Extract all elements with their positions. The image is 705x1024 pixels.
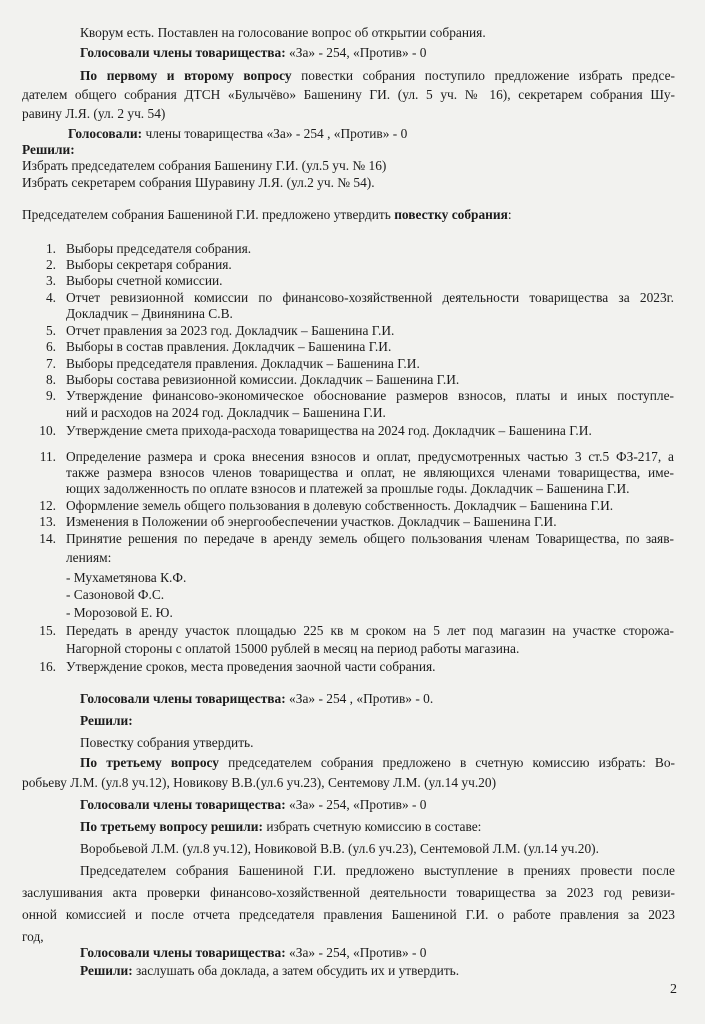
paragraph-last-line-3: онной комиссией и после отчета председателя правления Башениной Г.И. о работе правления за 2023	[22, 907, 675, 922]
agenda-item-line: Выборы в состав правления. Докладчик – Башенина Г.И.	[66, 339, 392, 354]
agenda-item-number: 7.	[45, 356, 56, 371]
agenda-item-line: Утверждение финансово-экономическое обоснование размеров взносов, платы и иных поступле-	[66, 388, 674, 403]
vote-line-2	[68, 125, 407, 142]
agenda-item-line: Отчет правления за 2023 год. Докладчик – Башенина Г.И.	[66, 323, 395, 338]
vote-label: Голосовали члены товарищества:	[80, 45, 286, 60]
agenda-item-line: Передать в аренду участок площадью 225 кв м сроком на 5 лет под магазин на участке сторожа-	[66, 623, 674, 638]
agenda-item-number: 16.	[39, 659, 56, 674]
page-number: 2	[670, 982, 677, 997]
agenda-item-line: ющих задолженность по оплате взносов и платежей за прошлые годы. Докладчик – Башенина Г.И.	[66, 481, 630, 496]
agenda-item-line: также размера взносов членов товарищества и оплат, не являющихся членами товарищества, име-	[66, 465, 674, 480]
vote-result: «За» - 254, «Против» - 0	[285, 797, 427, 812]
question-12-line-2: дателем общего собрания ДТСН «Булычёво» Башенину ГИ. (ул. 5 уч. № 16), секретарем собрания Шу-	[22, 87, 675, 102]
paragraph-last-line-1: Председателем собрания Башениной Г.И. предложено выступление в прениях провести после	[80, 863, 675, 878]
decision-line-3	[80, 962, 459, 979]
agenda-item-number: 10.	[39, 423, 56, 438]
agenda-item-line: Выборы председателя правления. Докладчик – Башенина Г.И.	[66, 356, 420, 371]
question-text: повестки собрания поступило предложение избрать предсе-	[291, 68, 675, 83]
agenda-item-line: Утверждение смета прихода-расхода товарищества на 2024 год. Докладчик – Башенина Г.И.	[66, 423, 592, 438]
agenda-item-number: 1.	[45, 241, 56, 256]
question-3-line-2: робьеву Л.М. (ул.8 уч.12), Новикову В.В.(ул.6 уч.23), Сентемову Л.М. (ул.14 уч.20)	[22, 775, 497, 790]
vote-result: «За» - 254, «Против» - 0	[285, 945, 427, 960]
agenda-item-number: 8.	[45, 372, 56, 387]
agenda-item-line: Отчет ревизионной комиссии по финансово-хозяйственной деятельности товарищества за 2023г.	[66, 290, 674, 305]
question-text: председателем собрания предложено в счетную комиссию избрать: Во-	[219, 755, 676, 770]
agenda-item-line: ний и расходов на 2024 год. Докладчик – Башенина Г.И.	[66, 405, 386, 420]
decision-heading-2	[80, 712, 133, 729]
question-12-line-3: равину Л.Я. (ул. 2 уч. 54)	[22, 106, 166, 121]
question-text: избрать счетную комиссию в составе:	[262, 819, 482, 834]
question-3-line-1	[80, 754, 675, 771]
agenda-item-line: Выборы счетной комиссии.	[66, 273, 223, 288]
paragraph-last-line-2: заслушивания акта проверки финансово-хозяйственной деятельности товарищества за 2023 год ревизи-	[22, 885, 675, 900]
agenda-item-number: 15.	[39, 623, 56, 638]
agenda-item-number: 12.	[39, 498, 56, 513]
vote-result: «За» - 254 , «Против» - 0.	[285, 691, 434, 706]
agenda-item-line: Выборы председателя собрания.	[66, 241, 252, 256]
vote-line-1	[80, 44, 427, 61]
agenda-item-line: Оформление земель общего пользования в долевую собственность. Докладчик – Башенина Г.И.	[66, 498, 614, 513]
vote-line-4	[80, 796, 427, 813]
agenda-item-line: Изменения в Положении об энергообеспечении участков. Докладчик – Башенина Г.И.	[66, 514, 557, 529]
vote-label: Голосовали члены товарищества:	[80, 945, 286, 960]
paragraph-quorum: Кворум есть. Поставлен на голосование вопрос об открытии собрания.	[80, 25, 486, 40]
agenda-item-line: Выборы секретаря собрания.	[66, 257, 232, 272]
agenda-intro-end: :	[507, 207, 512, 222]
agenda-intro-text: Председателем собрания Башениной Г.И. предложено утвердить	[22, 207, 395, 222]
agenda-item-number: 14.	[39, 531, 56, 546]
agenda-item-number: 9.	[45, 388, 56, 403]
decision-label: Решили:	[80, 713, 133, 728]
decision-label: Решили:	[80, 963, 133, 978]
decision-line-1: Избрать председателем собрания Башенину Г.И. (ул.5 уч. № 16)	[22, 158, 387, 173]
agenda-item-number: 6.	[45, 339, 56, 354]
agenda-item-line: Докладчик – Двинянина С.В.	[66, 306, 233, 321]
agenda-item-number: 4.	[45, 290, 56, 305]
agenda-item-line: - Сазоновой Ф.С.	[66, 587, 165, 602]
agenda-item-line: Принятие решения по передаче в аренду земель общего пользования членам Товарищества, по заяв-	[66, 531, 674, 546]
decision-label: Решили:	[22, 142, 75, 157]
decision-text: заслушать оба доклада, а затем обсудить их и утвердить.	[132, 963, 460, 978]
decision-line-2: Избрать секретарем собрания Шуравину Л.Я. (ул.2 уч. № 54).	[22, 175, 375, 190]
vote-line-5	[80, 944, 427, 961]
question-3-decision	[80, 818, 481, 835]
agenda-item-line: Утверждение сроков, места проведения заочной части собрания.	[66, 659, 436, 674]
agenda-intro	[22, 206, 512, 223]
vote-label: Голосовали члены товарищества:	[80, 797, 286, 812]
agenda-intro-bold: повестку собрания	[394, 207, 508, 222]
agenda-item-number: 3.	[45, 273, 56, 288]
vote-result: члены товарищества «За» - 254 , «Против» - 0	[142, 126, 408, 141]
agenda-item-number: 5.	[45, 323, 56, 338]
paragraph-last-line-4: год,	[22, 929, 44, 944]
vote-label: Голосовали члены товарищества:	[80, 691, 286, 706]
agenda-item-line: лениям:	[66, 550, 112, 565]
vote-result: «За» - 254, «Против» - 0	[285, 45, 427, 60]
vote-label: Голосовали:	[68, 126, 143, 141]
question-3-decision-line-2: Воробьевой Л.М. (ул.8 уч.12), Новиковой В.В. (ул.6 уч.23), Сентемовой Л.М. (ул.14 уч.20).	[80, 841, 599, 856]
vote-line-3	[80, 690, 433, 707]
decision-text-2: Повестку собрания утвердить.	[80, 735, 254, 750]
question-12-line-1	[80, 67, 675, 84]
agenda-item-line: Определение размера и срока внесения взносов и оплат, предусмотренных частью 3 ст.5 ФЗ-217, а	[66, 449, 674, 464]
agenda-item-line: - Морозовой Е. Ю.	[66, 605, 173, 620]
agenda-item-line: Выборы состава ревизионной комиссии. Докладчик – Башенина Г.И.	[66, 372, 460, 387]
agenda-item-number: 13.	[39, 514, 56, 529]
question-label: По третьему вопросу решили:	[80, 819, 263, 834]
agenda-item-number: 2.	[45, 257, 56, 272]
question-label: По третьему вопросу	[80, 755, 220, 770]
agenda-item-number: 11.	[39, 449, 56, 464]
decision-heading-1	[22, 141, 75, 158]
question-label: По первому и второму вопросу	[80, 68, 292, 83]
agenda-item-line: - Мухаметянова К.Ф.	[66, 570, 187, 585]
agenda-item-line: Нагорной стороны с оплатой 15000 рублей в месяц на период работы магазина.	[66, 641, 520, 656]
